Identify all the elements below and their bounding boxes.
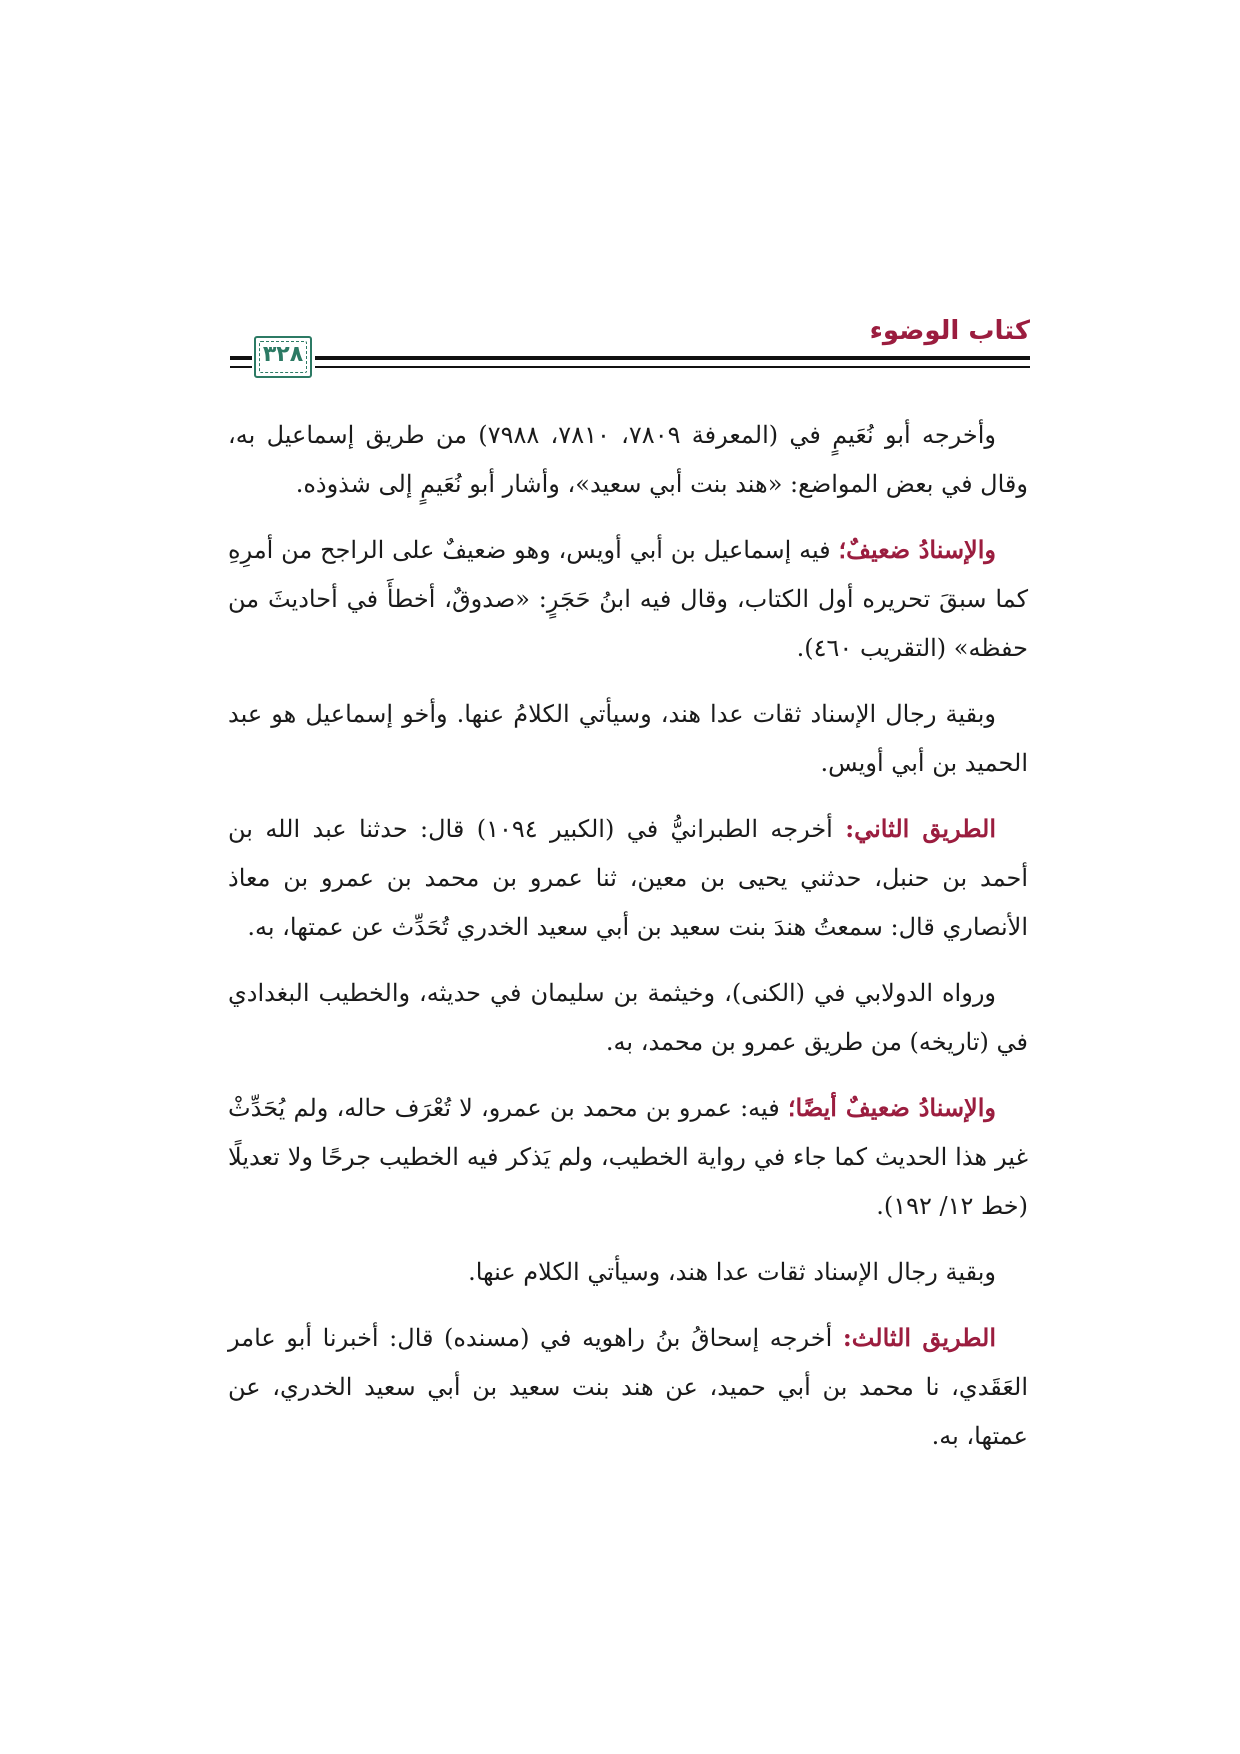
paragraph-5 [228, 968, 1028, 1067]
header-rule-thick [315, 356, 1030, 360]
paragraph-2 [228, 525, 1028, 673]
paragraph-text: ورواه الدولابي في (الكنى)، وخيثمة بن سليمان في حديثه، والخطيب البغدادي في (تاريخه) من طريق عمرو بن محمد، به. [228, 979, 1028, 1056]
paragraph-lead: والإسنادُ ضعيفٌ؛ [838, 535, 996, 564]
page-number-frame [254, 336, 312, 378]
paragraph-text: فيه: عمرو بن محمد بن عمرو، لا تُعْرَف حاله، ولم يُحَدِّثْ غير هذا الحديث كما جاء في رواية الخطيب، ولم يَذكر فيه الخطيب جرحًا ولا تعديلًا (خط ١٢/ ١٩٢). [228, 1094, 1028, 1220]
paragraph-text: أخرجه الطبرانيُّ في (الكبير ١٠٩٤) قال: حدثنا عبد الله بن أحمد بن حنبل، حدثني يحيى بن معين، ثنا عمرو بن محمد بن عمرو بن معاذ الأنصاري قال: سمعتُ هندَ بنت سعيد بن أبي سعيد الخدري تُحَدِّث عن عمتها، به. [228, 815, 1028, 941]
chapter-title: كتاب الوضوء [869, 316, 1030, 346]
paragraph-3 [228, 689, 1028, 788]
page-number: ٣٢٨ [262, 342, 304, 367]
paragraph-text: وبقية رجال الإسناد ثقات عدا هند، وسيأتي الكلامُ عنها. وأخو إسماعيل هو عبد الحميد بن أبي أويس. [228, 700, 1028, 777]
page-header [230, 300, 1030, 400]
paragraph-text: وبقية رجال الإسناد ثقات عدا هند، وسيأتي الكلام عنها. [468, 1258, 996, 1286]
paragraph-7 [228, 1247, 1028, 1297]
paragraph-6 [228, 1083, 1028, 1231]
header-rule-left-thick [230, 356, 252, 360]
paragraph-1 [228, 410, 1028, 509]
paragraph-text: وأخرجه أبو نُعَيمٍ في (المعرفة ٧٨٠٩، ٧٨١٠، ٧٩٨٨) من طريق إسماعيل به، وقال في بعض المواضع: «هند بنت أبي سعيد»، وأشار أبو نُعَيمٍ إلى شذوذه. [228, 421, 1028, 498]
paragraph-lead: الطريق الثاني: [845, 814, 996, 843]
paragraph-text: فيه إسماعيل بن أبي أويس، وهو ضعيفٌ على الراجح من أمرِهِ كما سبقَ تحريره أول الكتاب، وقال فيه ابنُ حَجَرٍ: «صدوقٌ، أخطأَ في أحاديثَ من حفظه» (التقريب ٤٦٠). [228, 536, 1029, 662]
paragraph-lead: والإسنادُ ضعيفٌ أيضًا؛ [787, 1093, 997, 1122]
header-rule-left-thin [230, 366, 252, 368]
paragraph-text: أخرجه إسحاقُ بنُ راهويه في (مسنده) قال: أخبرنا أبو عامر العَقَدي، نا محمد بن أبي حميد، عن هند بنت سعيد بن أبي سعيد الخدري، عن عمتها، به. [228, 1324, 1028, 1450]
header-rule-thin [315, 366, 1030, 368]
paragraph-lead: الطريق الثالث: [842, 1323, 997, 1352]
paragraph-4 [228, 804, 1028, 952]
paragraph-8 [228, 1313, 1028, 1461]
page-body [228, 410, 1028, 1477]
